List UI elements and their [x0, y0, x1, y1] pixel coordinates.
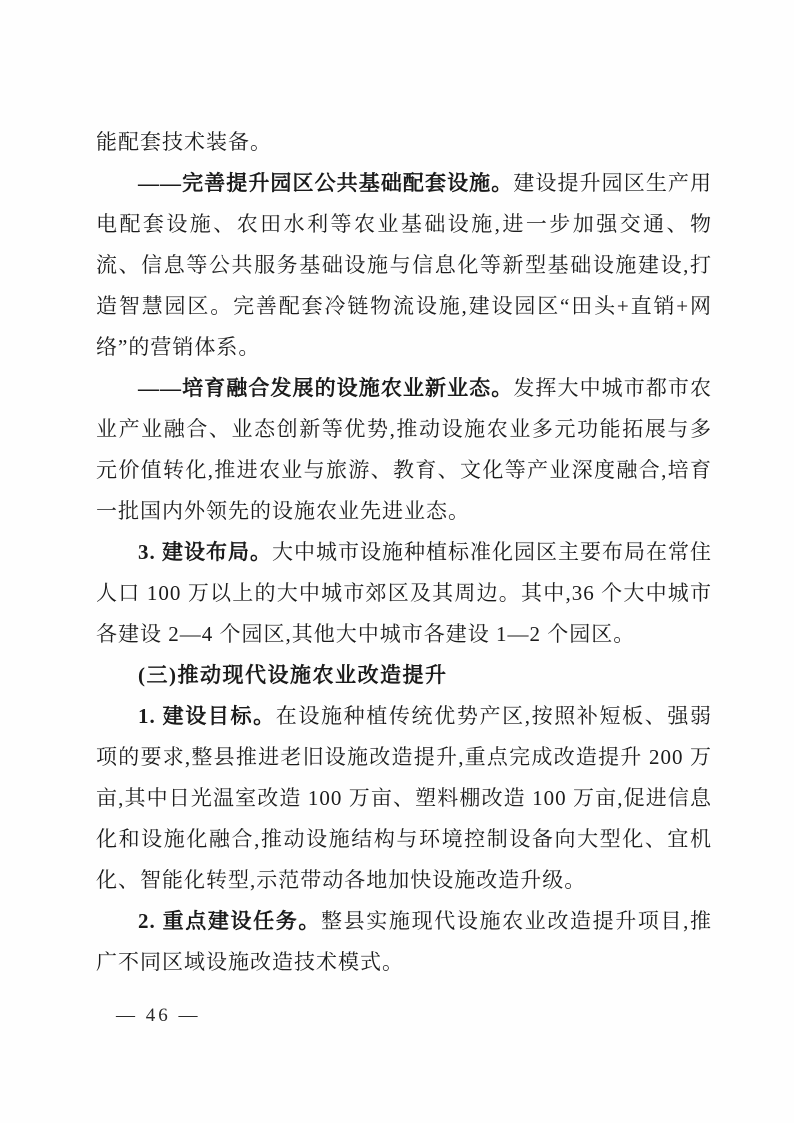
paragraph-numbered-item-1-construction-goals — [96, 696, 712, 901]
paragraph-text: 能配套技术装备。 — [96, 130, 272, 154]
paragraph-text: 发挥大中城市都市农业产业融合、业态创新等优势,推动设施农业多元功能拓展与多元价值转化,推进农业与旅游、教育、文化等产业深度融合,培育一批国内外领先的设施农业先进业态。 — [96, 376, 713, 523]
paragraph-continuation — [96, 122, 712, 163]
paragraph-dash-item-new-business-forms — [96, 368, 712, 532]
paragraph-text: 建设提升园区生产用电配套设施、农田水利等农业基础设施,进一步加强交通、物流、信息等公共服务基础设施与信息化等新型基础设施建设,打造智慧园区。完善配套冷链物流设施,建设园区“田头+直销+网络”的营销体系。 — [96, 171, 713, 359]
section-heading-text: (三)推动现代设施农业改造提升 — [138, 663, 448, 687]
paragraph-bold-lead: 2. 重点建设任务。 — [138, 909, 322, 933]
paragraph-bold-lead: 1. 建设目标。 — [138, 704, 276, 728]
page-number: — 46 — — [116, 1005, 201, 1026]
paragraph-numbered-item-2-key-construction-tasks — [96, 901, 712, 983]
paragraph-bold-lead: ——培育融合发展的设施农业新业态。 — [138, 376, 514, 400]
paragraph-dash-item-park-infrastructure — [96, 163, 712, 368]
paragraph-text: 整县实施现代设施农业改造提升项目,推广不同区域设施改造技术模式。 — [96, 909, 713, 974]
paragraph-text: 在设施种植传统优势产区,按照补短板、强弱项的要求,整县推进老旧设施改造提升,重点完成改造提升 200 万亩,其中日光温室改造 100 万亩、塑料棚改造 100 万亩,促进信息化和设施化融合,推动设施结构与环境控制设备向大型化、宜机化、智能化转型,示范带动各地加快设施改造升级。 — [96, 704, 712, 892]
paragraph-text: 大中城市设施种植标准化园区主要布局在常住人口 100 万以上的大中城市郊区及其周边。其中,36 个大中城市各建设 2—4 个园区,其他大中城市各建设 1—2 个园区。 — [96, 540, 712, 646]
paragraph-numbered-item-3-construction-layout — [96, 532, 712, 655]
document-body — [96, 122, 712, 983]
paragraph-bold-lead: 3. 建设布局。 — [138, 540, 272, 564]
section-heading-3-upgrade-modern-facility-agriculture — [96, 655, 712, 696]
paragraph-bold-lead: ——完善提升园区公共基础配套设施。 — [138, 171, 514, 195]
